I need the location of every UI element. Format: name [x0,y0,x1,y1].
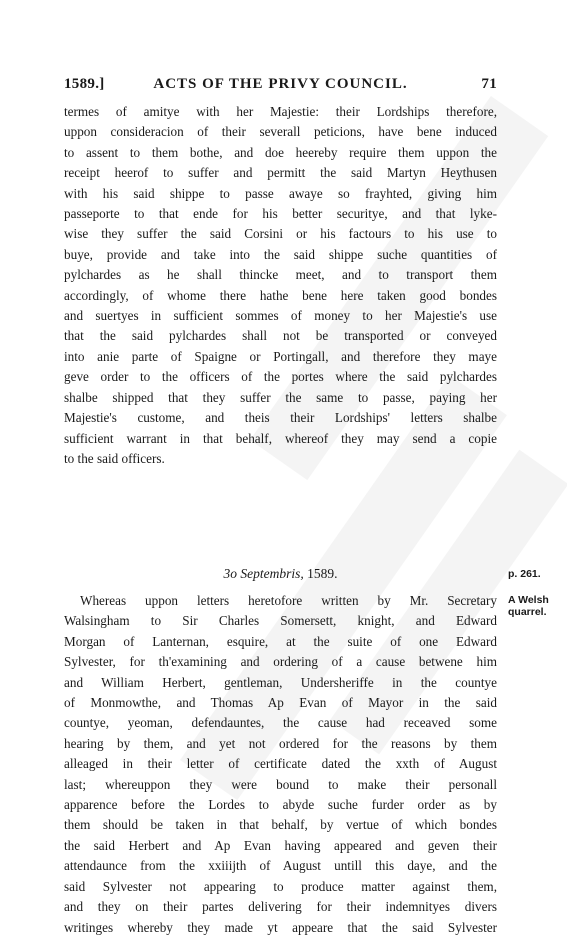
text-line: sufficient warrant in that behalf, whereof they may send a copie [64,430,497,446]
text-line: countye, yeoman, defendauntes, the cause had receaved some [64,715,497,731]
text-line: hearing by them, and yet not ordered for the reasons by them [64,735,497,751]
text-line: alleaged in their letter of certificate dated the xxth of August [64,756,497,772]
text-line: into anie parte of Spaigne or Portingall, and therefore they maye [64,348,497,364]
text-line: shalbe shipped that they suffer the same to passe, paying her [64,389,497,405]
text-line: to assent to them bothe, and doe heereby require them uppon the [64,144,497,160]
text-line: writinges whereby they made yt appeare that the said Sylvester [64,919,497,935]
text-line: termes of amitye with her Majestie: their Lordships therefore, [64,104,497,119]
margin-note [508,594,558,618]
paragraph-entry [64,591,497,938]
header-year: 1589.] [64,76,105,92]
page-number: 71 [481,76,497,92]
text-line: pylchardes as he shall thincke meet, and to transport them [64,267,497,283]
date-year: 1589. [307,566,338,581]
text-line: apparence before the Lordes to abyde suche furder order as by [64,797,497,813]
margin-note-line: quarrel. [508,606,547,618]
date-heading [64,566,497,582]
text-line: and suertyes in sufficient sommes of money to her Majestie's use [64,308,497,324]
date-day: 3o Septembris, [223,566,304,581]
text-line: that the said pylchardes shall not be transported or conveyed [64,328,497,344]
text-line: of Monmowthe, and Thomas Ap Evan of Mayor in the said [64,695,497,711]
text-line: Whereas uppon letters heretofore written by Mr. Secretary [80,593,497,608]
text-line: said Sylvester not appearing to produce matter against them, [64,878,497,894]
text-line: last; whereuppon they were bound to make their personall [64,776,497,792]
text-line: Majestie's custome, and theis their Lordships' letters shalbe [64,410,497,426]
margin-note-line: A Welsh [508,594,549,606]
running-title: ACTS OF THE PRIVY COUNCIL. [153,76,408,92]
text-line: buye, provide and take into the said shippe suche quantities of [64,246,497,262]
text-line: and William Herbert, gentleman, Undersheriffe in the countye [64,674,497,690]
text-line: accordingly, of whome there hathe bene here taken good bondes [64,287,497,303]
text-line: uppon consideracion of their severall peticions, have bene induced [64,124,497,140]
text-line: and they on their partes delivering for their indemnityes divers [64,899,497,915]
text-line: Walsingham to Sir Charles Somersett, knight, and Edward [64,613,497,629]
text-line: to the said officers. [64,450,165,466]
text-line: geve order to the officers of the portes where the said pylchardes [64,369,497,385]
text-line: with his said shippe to passe awaye so frayhted, giving him [64,185,497,201]
text-line: Morgan of Lanternan, esquire, at the suite of one Edward [64,633,497,649]
paragraph-continued [64,102,497,469]
text-line: the said Herbert and Ap Evan having appeared and geven their [64,837,497,853]
text-line: wise they suffer the said Corsini or his factours to his use to [64,226,497,242]
text-line: attendaunce from the xxiiijth of August untill this daye, and the [64,858,497,874]
text-line: receipt heerof to suffer and permitt the said Martyn Heythusen [64,165,497,181]
text-line: Sylvester, for th'examining and ordering of a cause betwene him [64,654,497,670]
page-reference: p. 261. [508,568,541,580]
text-line: them should be taken in that behalf, by vertue of which bondes [64,817,497,833]
text-line: passeporte to that ende for his better securitye, and that lyke- [64,206,497,222]
